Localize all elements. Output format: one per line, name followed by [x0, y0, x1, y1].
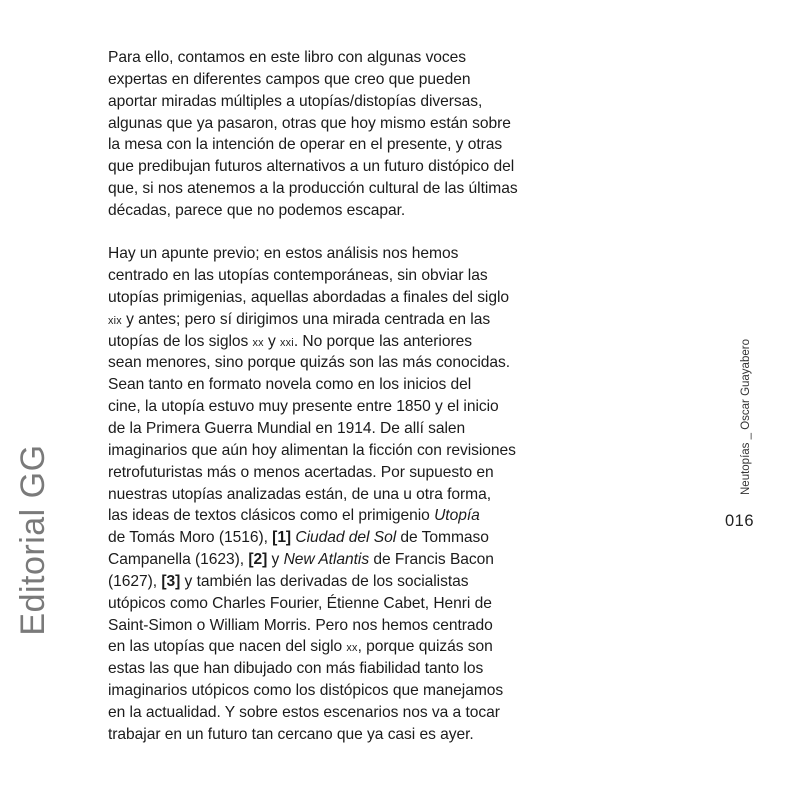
text-line: utópicos como Charles Fourier, Étienne Cabet, Henri de [108, 594, 492, 612]
text-line: Hay un apunte previo; en estos análisis nos hemos [108, 245, 459, 263]
footnote-ref[interactable]: [2] [248, 551, 268, 569]
text-line: que predibujan futuros alternativos a un futuro distópico del [108, 158, 515, 176]
text-line: imaginarios que aún hoy alimentan la ficción con revisiones [108, 441, 516, 459]
body-text [108, 47, 608, 746]
text-span: y [267, 551, 284, 569]
text-span: . No porque las anteriores [293, 332, 472, 350]
century-small-caps: xx [252, 336, 264, 349]
text-span: y [263, 332, 281, 350]
century-small-caps: xix [108, 314, 122, 327]
century-small-caps: xxi [280, 336, 294, 349]
text-line: nuestras utopías analizadas están, de una u otra forma, [108, 485, 492, 503]
book-title: Ciudad del Sol [295, 529, 397, 547]
text-line: utopías primigenias, aquellas abordadas a finales del siglo [108, 288, 510, 306]
century-small-caps: xx [346, 642, 358, 655]
text-span: de Francis Bacon [369, 551, 494, 569]
text-line [108, 527, 608, 549]
text-span: en las utopías que nacen del siglo [108, 638, 347, 656]
text-line: expertas en diferentes campos que creo que pueden [108, 70, 471, 88]
text-span: Campanella (1623), [108, 551, 249, 569]
text-line: centrado en las utopías contemporáneas, sin obviar las [108, 267, 488, 285]
text-line [108, 331, 608, 353]
text-line: sean menores, sino porque quizás son las más conocidas. [108, 354, 511, 372]
text-line: retrofuturistas más o menos acertadas. Por supuesto en [108, 463, 494, 481]
page-number: 016 [725, 512, 755, 530]
text-line [108, 549, 608, 571]
text-line [108, 309, 608, 331]
text-span: de Tommaso [396, 529, 489, 547]
text-line: estas las que han dibujado con más fiabilidad tanto los [108, 660, 484, 678]
publisher-name: Editorial GG [14, 444, 52, 636]
paragraph-1 [108, 47, 608, 222]
text-span: y antes; pero sí dirigimos una mirada centrada en las [121, 310, 491, 328]
text-line [108, 636, 608, 658]
text-span: de Tomás Moro (1516), [108, 529, 273, 547]
footnote-ref[interactable]: [3] [161, 572, 181, 590]
book-title: Utopía [434, 507, 480, 525]
text-line: imaginarios utópicos como los distópicos que manejamos [108, 682, 504, 700]
text-line: en la actualidad. Y sobre estos escenarios nos va a tocar [108, 703, 500, 721]
text-span: y también las derivadas de los socialistas [180, 572, 469, 590]
text-line: Para ello, contamos en este libro con algunas voces [108, 49, 467, 66]
text-line: de la Primera Guerra Mundial en 1914. De allí salen [108, 420, 466, 437]
text-line: aportar miradas múltiples a utopías/distopías diversas, [108, 92, 483, 110]
text-span: las ideas de textos clásicos como el primigenio [108, 507, 435, 525]
footnote-ref[interactable]: [1] [272, 529, 292, 547]
text-span: (1627), [108, 572, 162, 590]
text-line: Sean tanto en formato novela como en los inicios del [108, 376, 472, 394]
text-span: , porque quizás son [357, 638, 493, 656]
text-span: utopías de los siglos [108, 332, 253, 350]
text-line: algunas que ya pasaron, otras que hoy mismo están sobre [108, 114, 511, 132]
text-line [108, 571, 608, 593]
text-line: trabajar en un futuro tan cercano que ya casi es ayer. [108, 725, 474, 743]
text-line: décadas, parece que no podemos escapar. [108, 201, 406, 219]
text-line: Saint-Simon o William Morris. Pero nos hemos centrado [108, 616, 493, 634]
paragraph-2 [108, 243, 608, 745]
text-line: que, si nos atenemos a la producción cultural de las últimas [108, 180, 518, 198]
running-head: Neutopías _ Oscar Guayabero [740, 339, 752, 495]
text-line: cine, la utopía estuvo muy presente entre 1850 y el inicio [108, 398, 499, 416]
text-line: la mesa con la intención de operar en el presente, y otras [108, 136, 503, 154]
text-line [108, 505, 608, 527]
book-title: New Atlantis [283, 551, 370, 569]
